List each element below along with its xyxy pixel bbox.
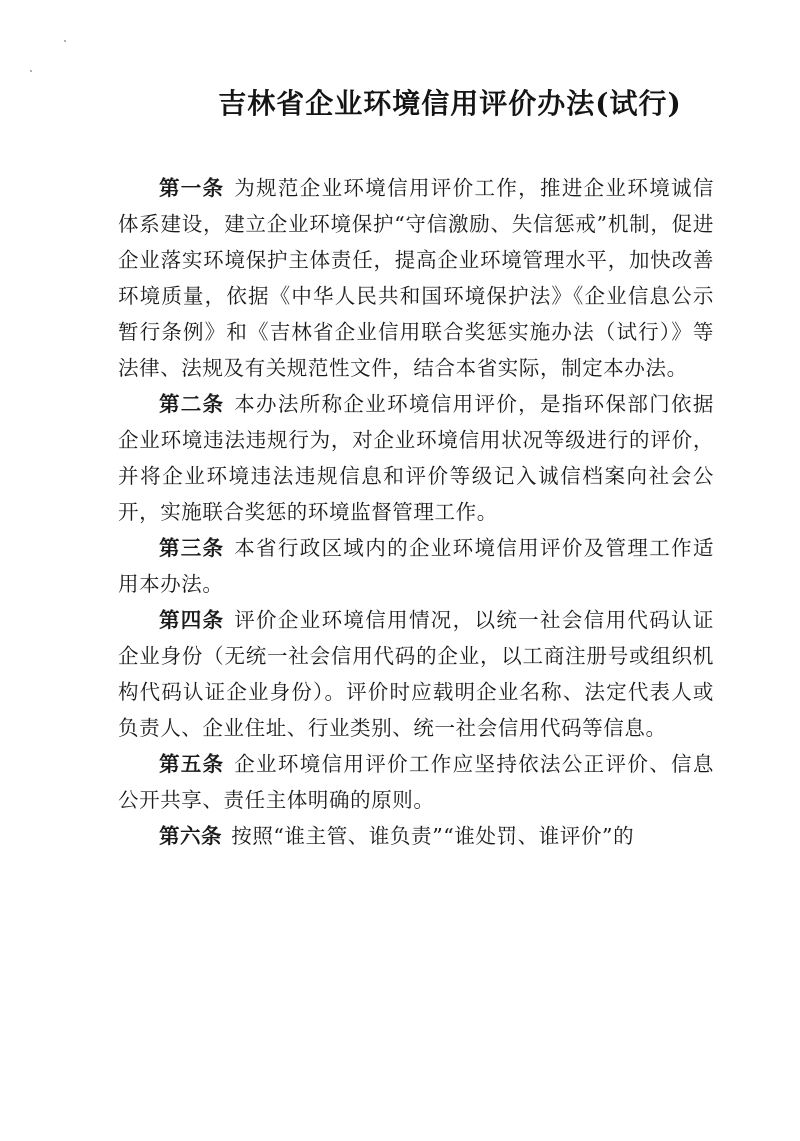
article-5-label: 第五条 bbox=[159, 752, 225, 776]
article-1-label: 第一条 bbox=[159, 176, 225, 200]
article-6 bbox=[118, 818, 714, 854]
article-1 bbox=[118, 170, 714, 386]
scan-speck bbox=[64, 40, 66, 42]
article-1-text: 为规范企业环境信用评价工作，推进企业环境诚信体系建设，建立企业环境保护“守信激励、失信惩戒”机制，促进企业落实环境保护主体责任，提高企业环境管理水平，加快改善环境质量，依据《中华人民共和国环境保护法》《企业信息公示暂行条例》和《吉林省企业信用联合奖惩实施办法（试行）》等法律、法规及有关规范性文件，结合本省实际，制定本办法。 bbox=[118, 176, 715, 380]
document-title: 吉林省企业环境信用评价办法(试行) bbox=[218, 87, 682, 120]
article-4-label: 第四条 bbox=[159, 608, 225, 632]
article-4-text: 评价企业环境信用情况，以统一社会信用代码认证企业身份（无统一社会信用代码的企业，以工商注册号或组织机构代码认证企业身份）。评价时应载明企业名称、法定代表人或负责人、企业住址、行业类别、统一社会信用代码等信息。 bbox=[118, 608, 715, 740]
article-2-label: 第二条 bbox=[159, 392, 225, 416]
article-3-text: 本省行政区域内的企业环境信用评价及管理工作适用本办法。 bbox=[118, 536, 715, 596]
article-5-text: 企业环境信用评价工作应坚持依法公正评价、信息公开共享、责任主体明确的原则。 bbox=[118, 752, 715, 812]
scan-speck bbox=[30, 70, 32, 72]
article-2-text: 本办法所称企业环境信用评价，是指环保部门依据企业环境违法违规行为，对企业环境信用状况等级进行的评价，并将企业环境违法违规信息和评价等级记入诚信档案向社会公开，实施联合奖惩的环境监督管理工作。 bbox=[118, 392, 715, 524]
article-5 bbox=[118, 746, 714, 818]
article-6-label: 第六条 bbox=[159, 824, 222, 848]
document-body bbox=[118, 170, 714, 854]
article-2 bbox=[118, 386, 714, 530]
article-6-text: 按照“谁主管、谁负责”“谁处罚、谁评价”的 bbox=[231, 824, 635, 848]
article-3 bbox=[118, 530, 714, 602]
article-4 bbox=[118, 602, 714, 746]
article-3-label: 第三条 bbox=[159, 536, 225, 560]
